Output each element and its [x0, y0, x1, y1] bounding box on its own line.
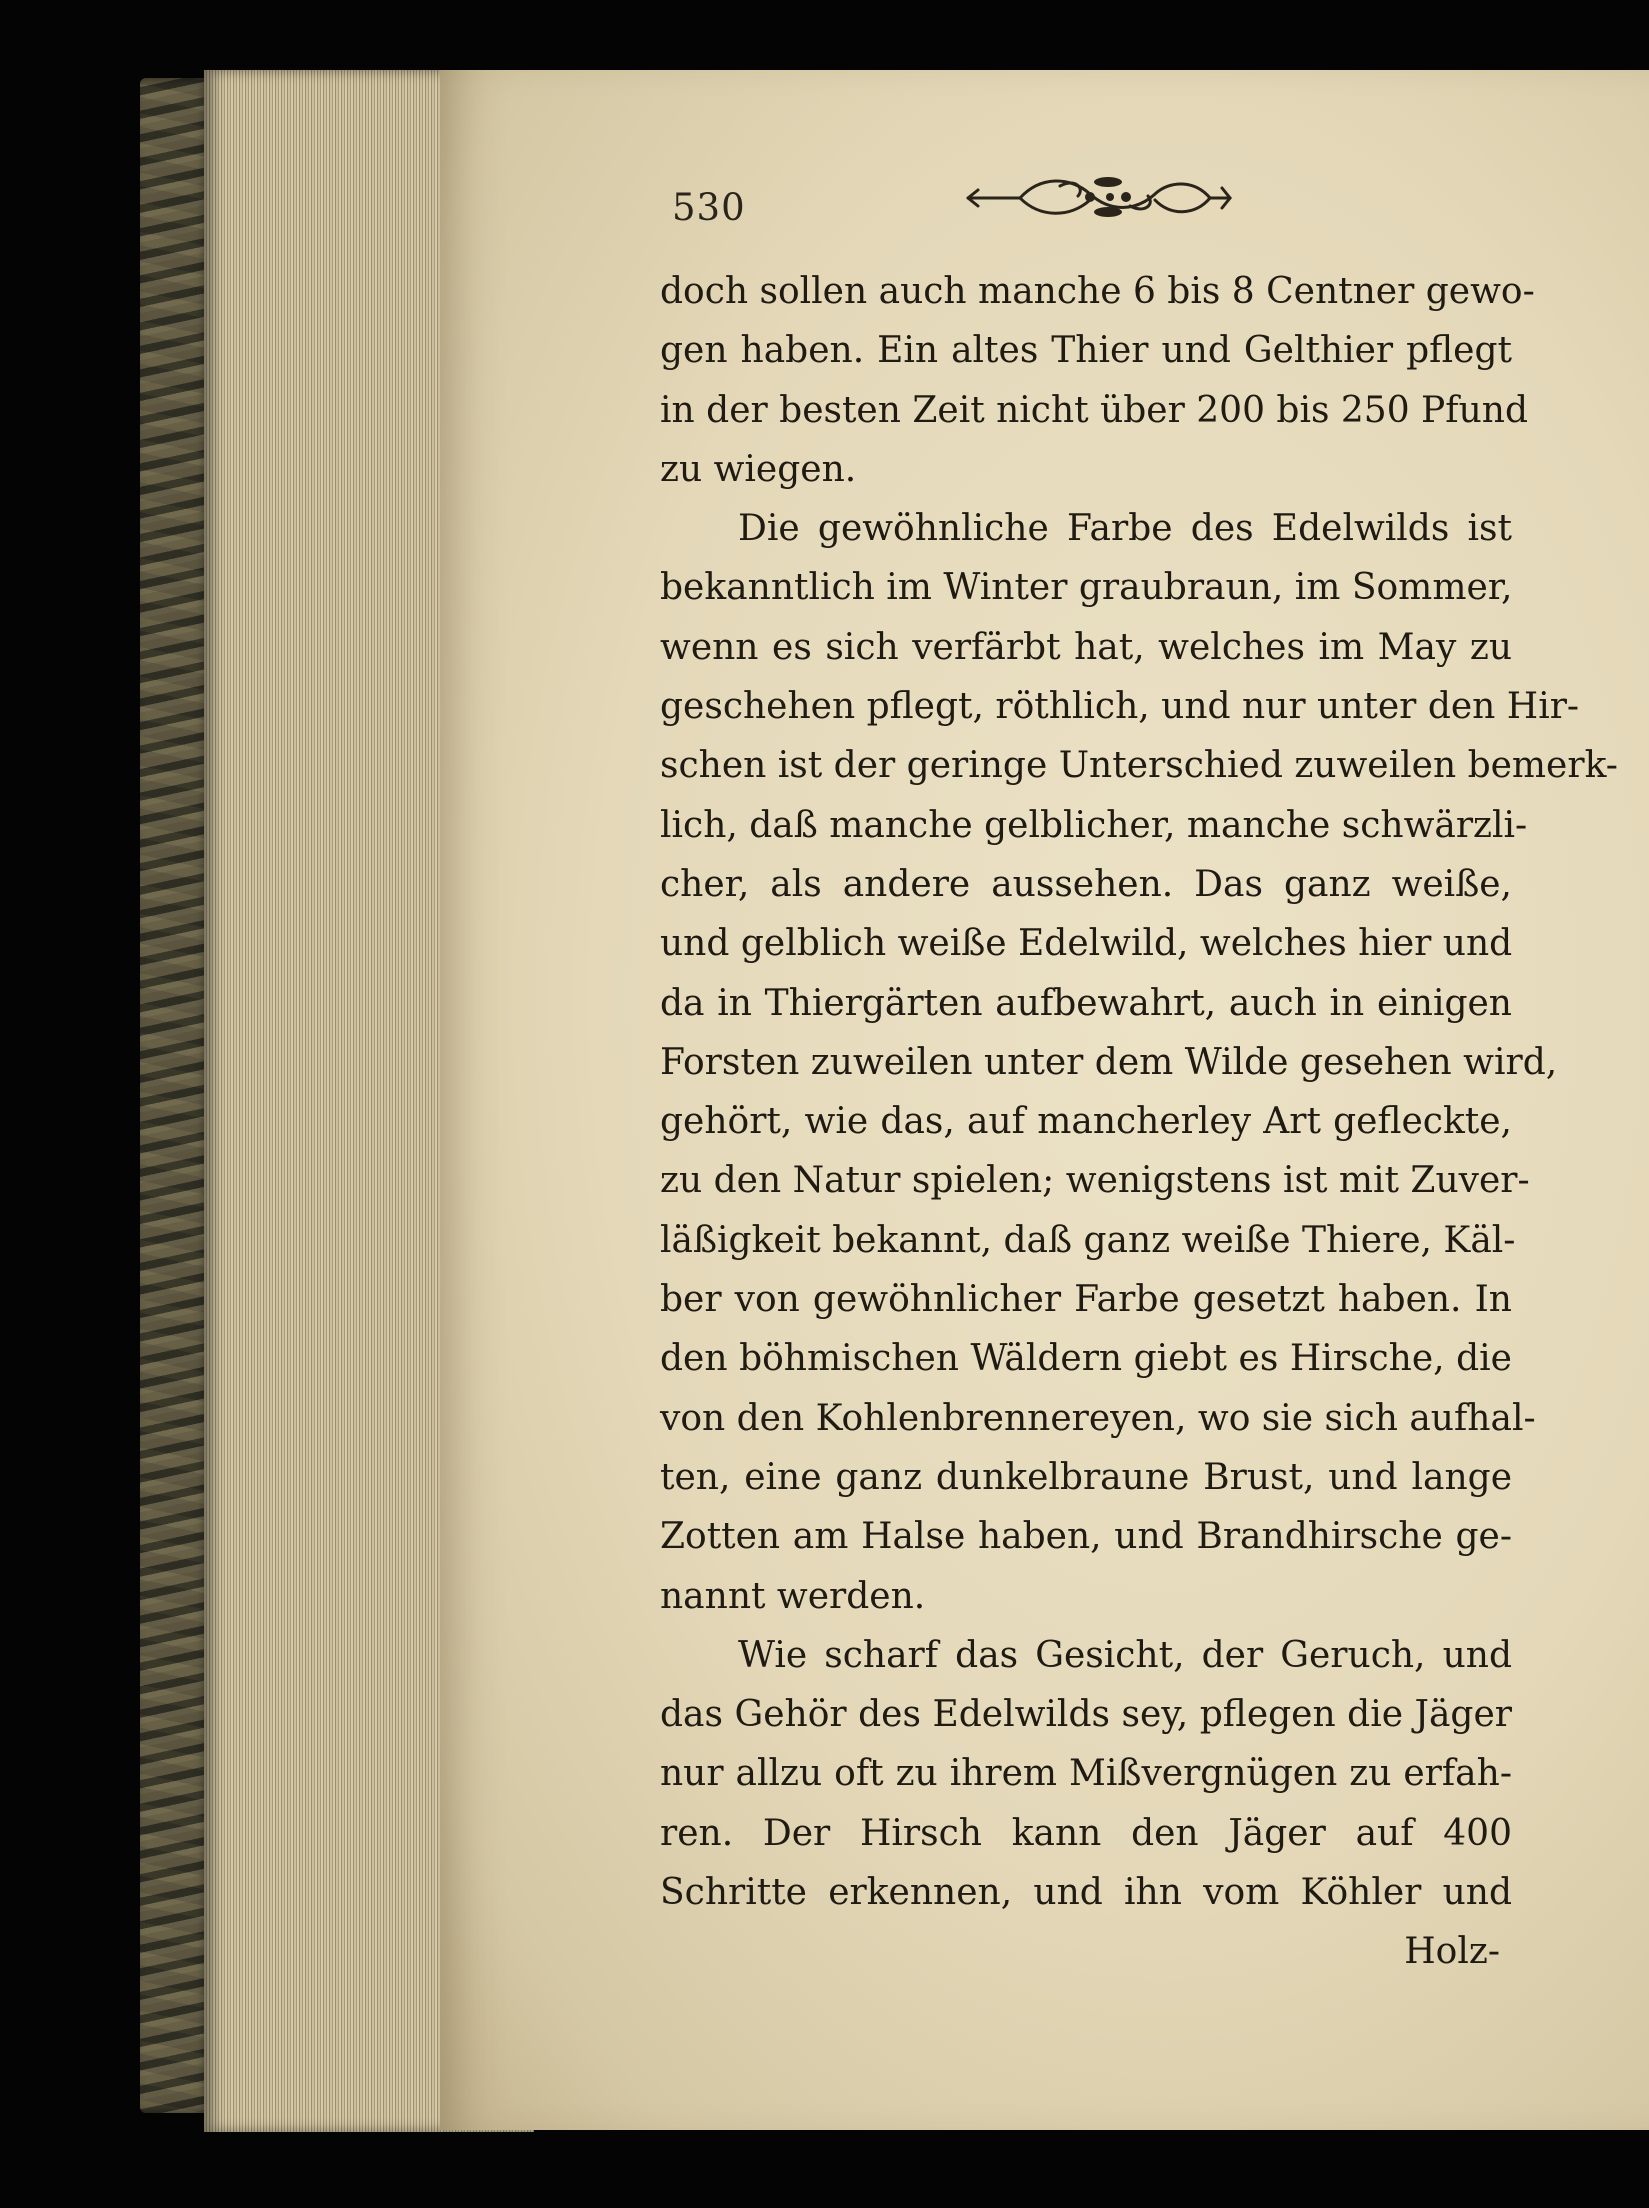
text-line: wenn es sich verfärbt hat, welches im May zu	[660, 626, 1512, 668]
text-line: cher, als andere aussehen. Das ganz weiße,	[660, 863, 1512, 905]
text-line: Schritte erkennen, und ihn vom Köhler und	[660, 1872, 1512, 1914]
text-line: ren. Der Hirsch kann den Jäger auf 400	[660, 1812, 1512, 1854]
text-line: nur allzu oft zu ihrem Mißvergnügen zu erfah-	[660, 1753, 1512, 1795]
catchword: Holz-	[1404, 1931, 1500, 1973]
text-line: Wie scharf das Gesicht, der Geruch, und	[738, 1634, 1512, 1676]
text-line: Die gewöhnliche Farbe des Edelwilds ist	[738, 508, 1512, 550]
text-line: ber von gewöhnlicher Farbe gesetzt haben. In	[660, 1279, 1512, 1321]
text-line: und gelblich weiße Edelwild, welches hier und	[660, 923, 1513, 965]
text-line: da in Thiergärten aufbewahrt, auch in einigen	[660, 982, 1512, 1024]
text-line: Zotten am Halse haben, und Brandhirsche ge-	[660, 1516, 1512, 1558]
text-line: in der besten Zeit nicht über 200 bis 250 Pfund	[660, 389, 1529, 431]
ornament-icon	[960, 168, 1238, 224]
text-line: von den Kohlenbrennereyen, wo sie sich aufhal-	[660, 1397, 1536, 1439]
text-line: das Gehör des Edelwilds sey, pflegen die Jäger	[660, 1694, 1512, 1736]
text-line: bekanntlich im Winter graubraun, im Sommer,	[660, 567, 1513, 609]
marbled-cover	[140, 78, 212, 2113]
body-text	[660, 262, 1618, 1982]
text-line: zu den Natur spielen; wenigstens ist mit Zuver-	[660, 1160, 1530, 1202]
text-line: doch sollen auch manche 6 bis 8 Centner gewo-	[660, 271, 1535, 312]
page-number: 530	[672, 186, 746, 229]
text-line: ten, eine ganz dunkelbraune Brust, und lange	[660, 1456, 1512, 1498]
text-line: läßigkeit bekannt, daß ganz weiße Thiere, Käl-	[660, 1219, 1516, 1261]
text-line: Forsten zuweilen unter dem Wilde gesehen wird,	[660, 1041, 1558, 1083]
text-line: den böhmischen Wäldern giebt es Hirsche, die	[660, 1338, 1512, 1380]
text-line: lich, daß manche gelblicher, manche schwärzli-	[660, 804, 1528, 846]
text-line: schen ist der geringe Unterschied zuweilen bemerk-	[660, 745, 1618, 787]
text-line: nannt werden.	[660, 1575, 926, 1617]
text-line: gehört, wie das, auf mancherley Art gefleckte,	[660, 1101, 1512, 1143]
text-line: geschehen pflegt, röthlich, und nur unter den Hir-	[660, 686, 1580, 728]
text-line: zu wiegen.	[660, 448, 857, 490]
text-line: gen haben. Ein altes Thier und Gelthier pflegt	[660, 330, 1512, 372]
